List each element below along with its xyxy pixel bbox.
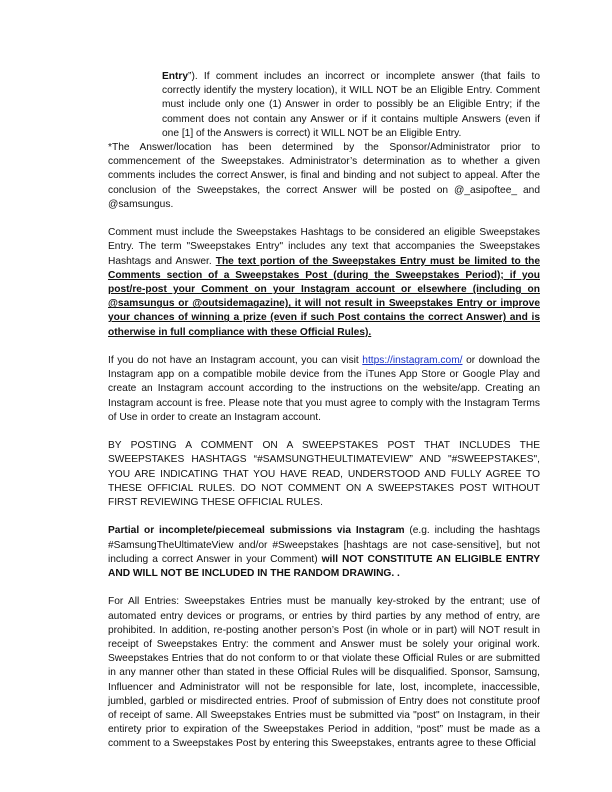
paragraph-partial-submissions: Partial or incomplete/piecemeal submissions via Instagram (e.g. including the hashtags #SamsungTheUltimateView and/or #Sweepstakes [hashtags are not case-sensitive], but not including a correct Answer in your Comment) will NOT CONSTITUTE AN ELIGIBLE ENTRY AND WILL NOT BE INCLUDED IN THE RANDOM DRAWING. . xyxy=(108,525,540,580)
spacer xyxy=(108,340,540,354)
underlined-comment-restriction: The text portion of the Sweepstakes Entry must be limited to the Comments section of a Sweepstakes Post (during the Sweepstakes Period); if you post/re-post your Comment on your Instagram account or elsewhere (including on @samsungus or @outsidemagazine), it will not result in Sweepstakes Entry or improve your chances of winning a prize (even if such Post contains the correct Answer) and is otherwise in full compliance with these Official Rules). xyxy=(108,255,540,338)
paragraph-entry-answer-rules: Entry”). If comment includes an incorrect or incomplete answer (that fails to correctly identify the mystery location), it WILL NOT be an Eligible Entry. Comment must include only one (1) Answer in order to possibly be an Eligible Entry; if the comment does not contain any Answer or if it contains multiple Answers (even if one [1] of the Answers is correct) it WILL NOT be an Eligible Entry. xyxy=(162,71,540,139)
spacer xyxy=(108,510,540,524)
document-page xyxy=(108,70,540,752)
spacer xyxy=(108,581,540,595)
paragraph-all-entries: For All Entries: Sweepstakes Entries must be manually key-stroked by the entrant; use of automated entry devices or programs, or entries by third parties by any method of entry, are prohibited. In addition, re-posting another person’s Post (in whole or in part) will NOT result in receipt of Sweepstakes Entry: the comment and Answer must be solely your original work. Sweepstakes Entries that do not conform to or that violate these Official Rules or are submitted in any manner other than stated in these Official Rules will be disqualified. Sponsor, Samsung, Influencer and Administrator will not be responsible for late, lost, incomplete, inaccessible, jumbled, garbled or misdirected entries. Proof of submission of Entry does not constitute proof of receipt of same. All Sweepstakes Entries must be submitted via "post" on Instagram, in their entirety prior to expiration of the Sweepstakes Period in addition, “post” must be made as a comment to a Sweepstakes Post by entering this Sweepstakes, entrants agree to these Official xyxy=(108,596,540,750)
instagram-link[interactable]: https://instagram.com/ xyxy=(362,355,463,367)
spacer xyxy=(108,212,540,226)
paragraph-answer-determination: *The Answer/location has been determined by the Sponsor/Administrator prior to commencement of the Sweepstakes. Administrator’s determination as to whether a given comments includes the correct Answer, is final and binding and not subject to appeal. After the conclusion of the Sweepstakes, the correct Answer will be posted on @_asipoftee_ and @samsungus. xyxy=(108,142,540,210)
paragraph-instagram-account: If you do not have an Instagram account, you can visit https://instagram.com/ or download the Instagram app on a compatible mobile device from the iTunes App Store or Google Play and create an Instagram account according to the instructions on the website/app. Creating an Instagram account is free. Please note that you must agree to comply with the Instagram Terms of Use in order to create an Instagram account. xyxy=(108,355,541,423)
paragraph-hashtags-requirement: Comment must include the Sweepstakes Hashtags to be considered an eligible Sweepstakes Entry. The term "Sweepstakes Entry" includes any text that accompanies the Sweepstakes Hashtags and Answer. The text portion of the Sweepstakes Entry must be limited to the Comments section of a Sweepstakes Post (during the Sweepstakes Period); if you post/re-post your Comment on your Instagram account or elsewhere (including on @samsungus or @outsidemagazine), it will not result in Sweepstakes Entry or improve your chances of winning a prize (even if such Post contains the correct Answer) and is otherwise in full compliance with these Official Rules). xyxy=(108,227,540,338)
bold-entry: Entry xyxy=(162,71,189,82)
spacer xyxy=(108,425,540,439)
paragraph-agreement-caps: BY POSTING A COMMENT ON A SWEEPSTAKES POST THAT INCLUDES THE SWEEPSTAKES HASHTAGS “#SAMSUNGTHEULTIMATEVIEW” AND "#SWEEPSTAKES", YOU ARE INDICATING THAT YOU HAVE READ, UNDERSTOOD AND FULLY AGREE TO THESE OFFICIAL RULES. DO NOT COMMENT ON A SWEEPSTAKES POST WITHOUT FIRST REVIEWING THESE OFFICIAL RULES. xyxy=(108,440,540,509)
